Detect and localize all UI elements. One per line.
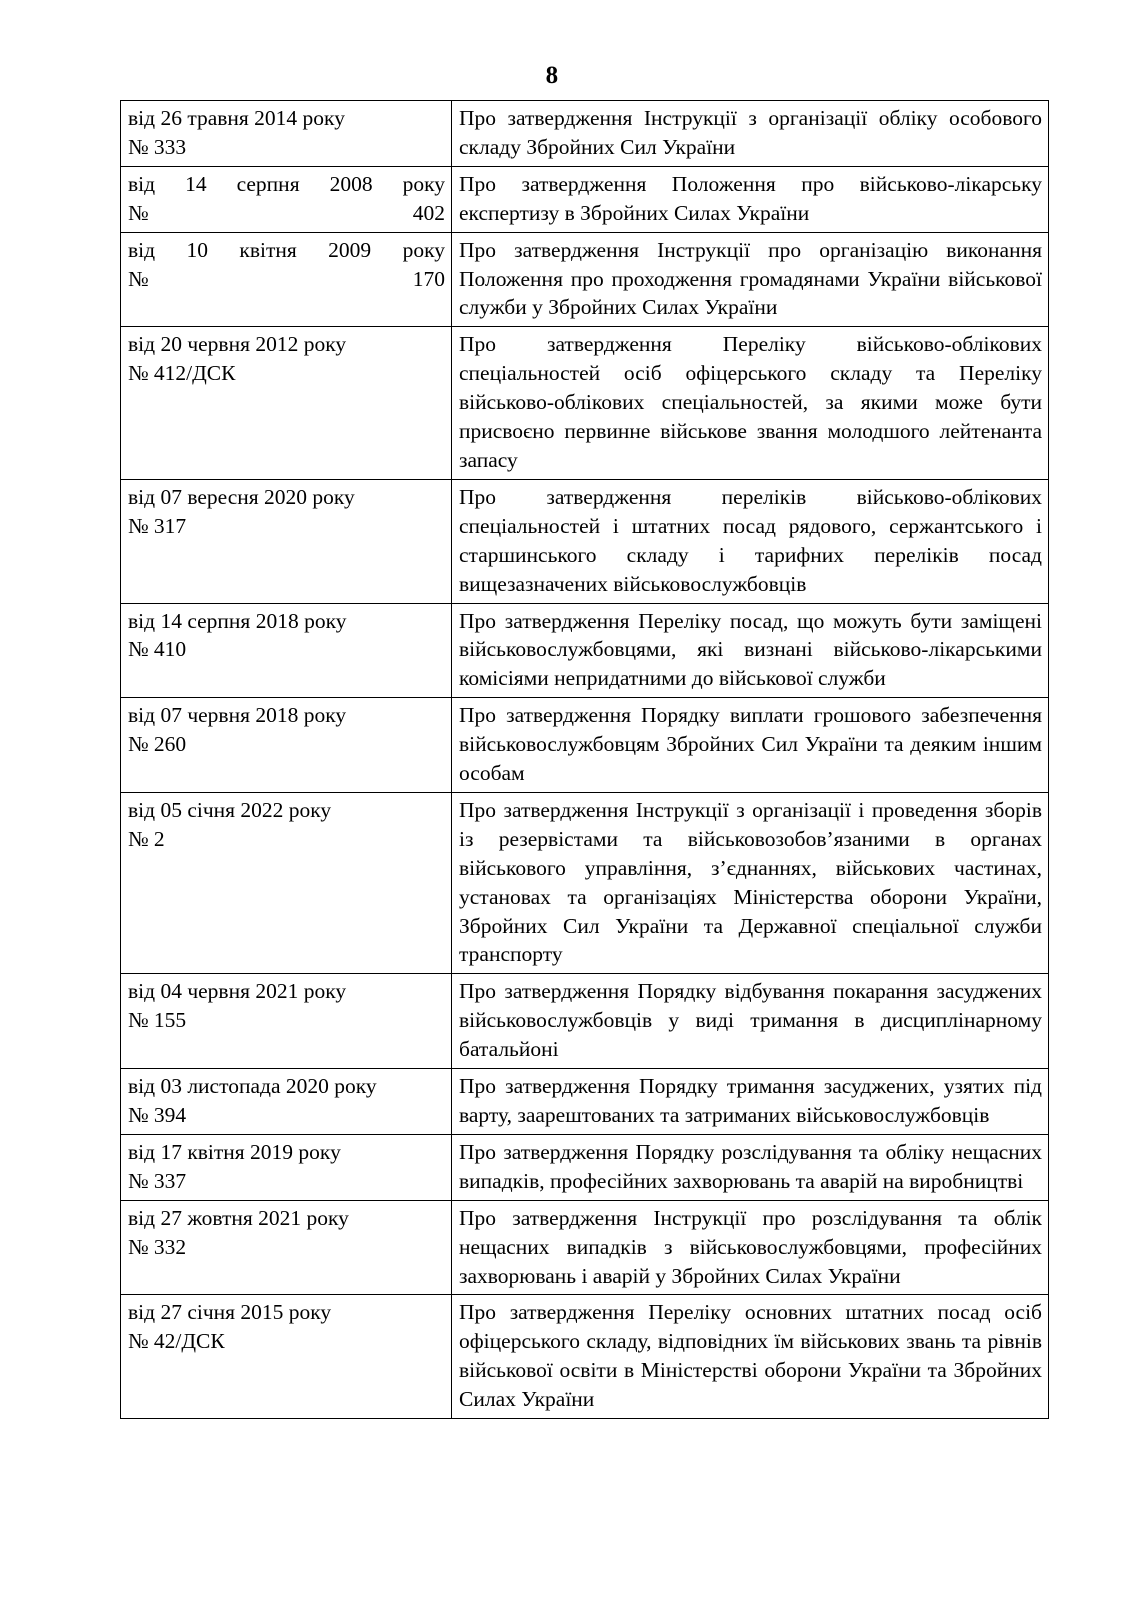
order-number-line: № 332 xyxy=(128,1234,187,1259)
order-number-line: № 412/ДСК xyxy=(128,361,236,386)
order-date-cell xyxy=(121,603,452,698)
table-row xyxy=(121,1069,1049,1135)
order-date-line: від 07 червня 2018 року xyxy=(128,703,347,728)
order-title-cell: Про затвердження Переліку основних штатних посад осіб офіцерського складу, відповідних їм військових звань та рівнів військової освіти в Міністерстві оборони України та Збройних Силах України xyxy=(452,1295,1049,1419)
order-date-line: від 03 листопада 2020 року xyxy=(128,1074,377,1099)
table-row xyxy=(121,974,1049,1069)
order-title-cell: Про затвердження Переліку військово-облікових спеціальностей осіб офіцерського складу та Переліку військово-облікових спеціальностей, за якими може бути присвоєно первинне військове звання молодшого лейтенанта запасу xyxy=(452,327,1049,480)
order-title-cell: Про затвердження Порядку тримання засуджених, узятих під варту, заарештованих та затриманих військовослужбовців xyxy=(452,1069,1049,1135)
table-row xyxy=(121,792,1049,973)
order-date-line: від 26 травня 2014 року xyxy=(128,106,345,130)
order-date-line: від 27 січня 2015 року xyxy=(128,1300,332,1325)
order-date-line: від 27 жовтня 2021 року xyxy=(128,1205,349,1230)
order-number-line: № 402 xyxy=(128,200,445,225)
order-date-cell xyxy=(121,698,452,793)
table-row xyxy=(121,698,1049,793)
order-title-cell: Про затвердження Інструкції про організацію виконання Положення про проходження громадянами України військової служби у Збройних Силах України xyxy=(452,232,1049,327)
order-number-line: № 2 xyxy=(128,826,165,851)
order-title-cell: Про затвердження Положення про військово-лікарську експертизу в Збройних Силах України xyxy=(452,166,1049,232)
order-date-cell xyxy=(121,974,452,1069)
order-date-line: від 10 квітня 2009 року xyxy=(128,237,445,262)
order-number-line: № 410 xyxy=(128,637,187,662)
order-date-line: від 07 вересня 2020 року xyxy=(128,484,355,509)
order-date-line: від 17 квітня 2019 року xyxy=(128,1139,341,1164)
table-row xyxy=(121,232,1049,327)
order-number-line: № 394 xyxy=(128,1103,187,1127)
order-date-line: від 04 червня 2021 року xyxy=(128,979,347,1004)
order-title-cell: Про затвердження Інструкції про розслідування та облік нещасних випадків з військовослужбовцями, професійних захворювань і аварій у Збройних Силах України xyxy=(452,1200,1049,1295)
order-date-line: від 05 січня 2022 року xyxy=(128,797,332,822)
order-date-cell xyxy=(121,1134,452,1200)
order-title-cell: Про затвердження Переліку посад, що можуть бути заміщені військовослужбовцями, які визнані військово-лікарськими комісіями непридатними до військової служби xyxy=(452,603,1049,698)
order-date-cell xyxy=(121,166,452,232)
order-number-line: № 337 xyxy=(128,1168,187,1193)
order-date-line: від 14 серпня 2018 року xyxy=(128,608,347,633)
order-date-cell xyxy=(121,1200,452,1295)
order-date-cell xyxy=(121,479,452,603)
table-row xyxy=(121,1200,1049,1295)
order-title-cell: Про затвердження Порядку виплати грошового забезпечення військовослужбовцям Збройних Сил України та деяким іншим особам xyxy=(452,698,1049,793)
order-title-cell: Про затвердження Порядку розслідування та обліку нещасних випадків, професійних захворювань та аварій на виробництві xyxy=(452,1134,1049,1200)
order-date-cell xyxy=(121,327,452,480)
orders-table xyxy=(120,100,1049,1419)
table-row xyxy=(121,327,1049,480)
order-title-cell: Про затвердження переліків військово-облікових спеціальностей і штатних посад рядового, сержантського і старшинського складу і тарифних переліків посад вищезазначених військовослужбовців xyxy=(452,479,1049,603)
order-title-cell: Про затвердження Інструкції з організації обліку особового складу Збройних Сил України xyxy=(452,101,1049,167)
table-row xyxy=(121,166,1049,232)
table-row xyxy=(121,1134,1049,1200)
order-number-line: № 333 xyxy=(128,134,187,159)
table-row xyxy=(121,101,1049,167)
order-date-cell xyxy=(121,1295,452,1419)
order-date-cell xyxy=(121,1069,452,1135)
table-row xyxy=(121,603,1049,698)
table-row xyxy=(121,1295,1049,1419)
order-number-line: № 155 xyxy=(128,1008,187,1033)
order-number-line: № 317 xyxy=(128,513,187,538)
page-number: 8 xyxy=(545,62,559,89)
order-date-line: від 14 серпня 2008 року xyxy=(128,171,445,196)
orders-table-body xyxy=(121,101,1049,1419)
order-date-cell xyxy=(121,101,452,167)
order-number-line: № 260 xyxy=(128,732,187,757)
order-date-cell xyxy=(121,792,452,973)
order-number-line: № 170 xyxy=(128,266,445,291)
order-number-line: № 42/ДСК xyxy=(128,1329,225,1354)
order-date-cell xyxy=(121,232,452,327)
order-date-line: від 20 червня 2012 року xyxy=(128,332,347,357)
order-title-cell: Про затвердження Інструкції з організації і проведення зборів із резервістами та військовозобов’язаними в органах військового управління, з’єднаннях, військових частинах, установах та організаціях Міністерства оборони України, Збройних Сил України та Державної спеціальної служби транспорту xyxy=(452,792,1049,973)
order-title-cell: Про затвердження Порядку відбування покарання засуджених військовослужбовців у виді тримання в дисциплінарному батальйоні xyxy=(452,974,1049,1069)
table-row xyxy=(121,479,1049,603)
